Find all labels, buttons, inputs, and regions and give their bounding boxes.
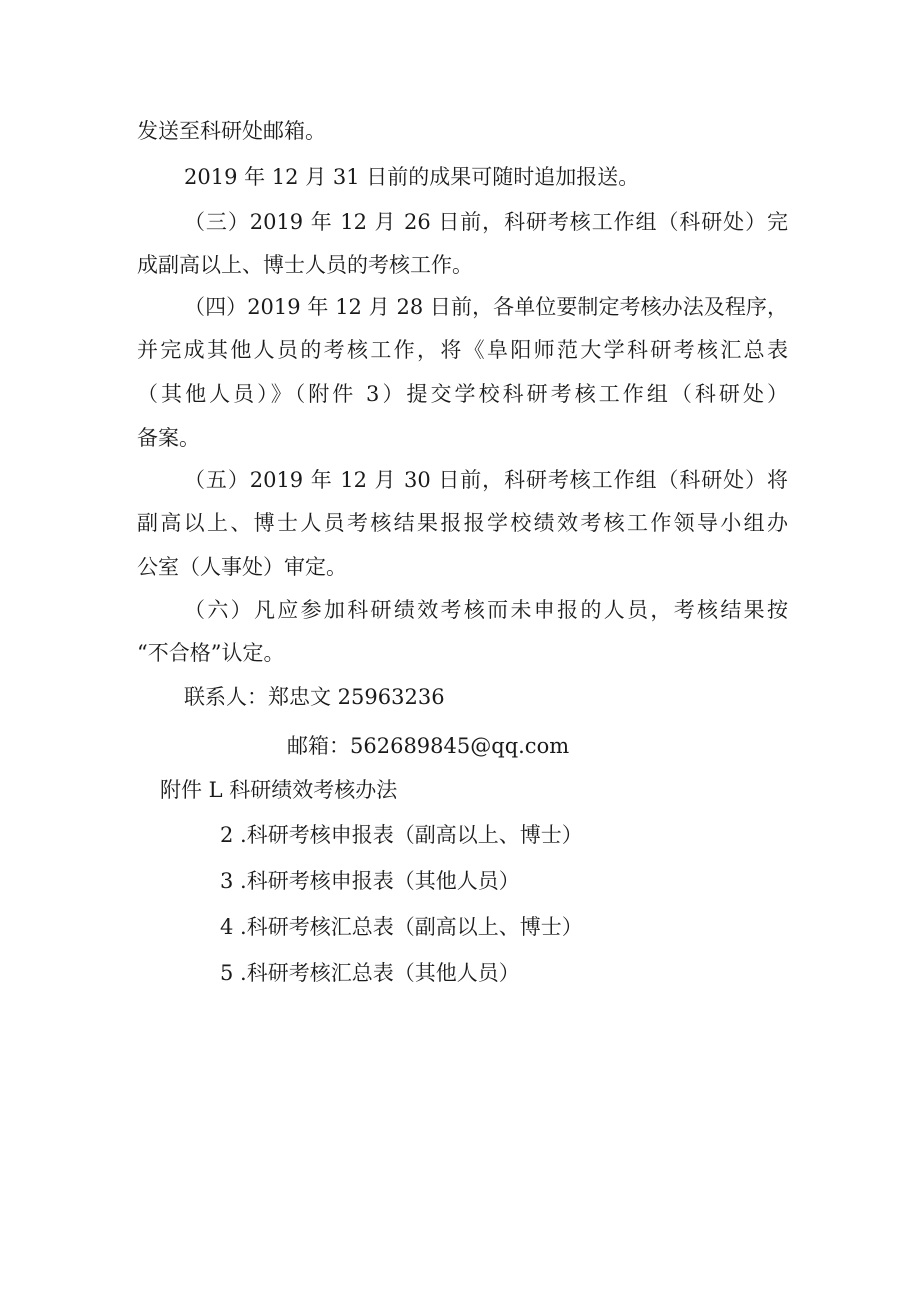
email-line: 邮箱：562689845@qq.com (287, 734, 570, 758)
attachment-item: 2 .科研考核申报表（副高以上、博士） (220, 823, 583, 847)
paragraph-line: （三）2019 年 12 月 26 日前，科研考核工作组（科研处）完 (184, 210, 788, 234)
attachment-item: 附件 L 科研绩效考核办法 (160, 778, 398, 802)
paragraph-line: （其他人员）》（附件 3）提交学校科研考核工作组（科研处） (137, 382, 788, 406)
attachment-item: 3 .科研考核申报表（其他人员） (220, 869, 520, 893)
paragraph-line: 备案。 (137, 426, 200, 450)
attachment-item: 4 .科研考核汇总表（副高以上、博士） (220, 915, 583, 939)
paragraph-line: （六）凡应参加科研绩效考核而未申报的人员，考核结果按 (184, 598, 788, 622)
paragraph-line: 2019 年 12 月 31 日前的成果可随时追加报送。 (184, 165, 640, 189)
contact-line: 联系人：郑忠文 25963236 (184, 685, 445, 709)
paragraph-line: （五）2019 年 12 月 30 日前，科研考核工作组（科研处）将 (184, 468, 788, 492)
paragraph-line: 公室（人事处）审定。 (137, 555, 347, 579)
paragraph-line: 并完成其他人员的考核工作，将《阜阳师范大学科研考核汇总表 (137, 338, 788, 362)
attachment-item: 5 .科研考核汇总表（其他人员） (220, 961, 520, 985)
paragraph-line: “不合格”认定。 (137, 641, 285, 665)
paragraph-line: （四）2019 年 12 月 28 日前，各单位要制定考核办法及程序， (184, 295, 788, 319)
paragraph-line: 成副高以上、博士人员的考核工作。 (137, 253, 473, 277)
paragraph-line: 副高以上、博士人员考核结果报报学校绩效考核工作领导小组办 (137, 511, 788, 535)
paragraph-line: 发送至科研处邮箱。 (137, 119, 326, 143)
